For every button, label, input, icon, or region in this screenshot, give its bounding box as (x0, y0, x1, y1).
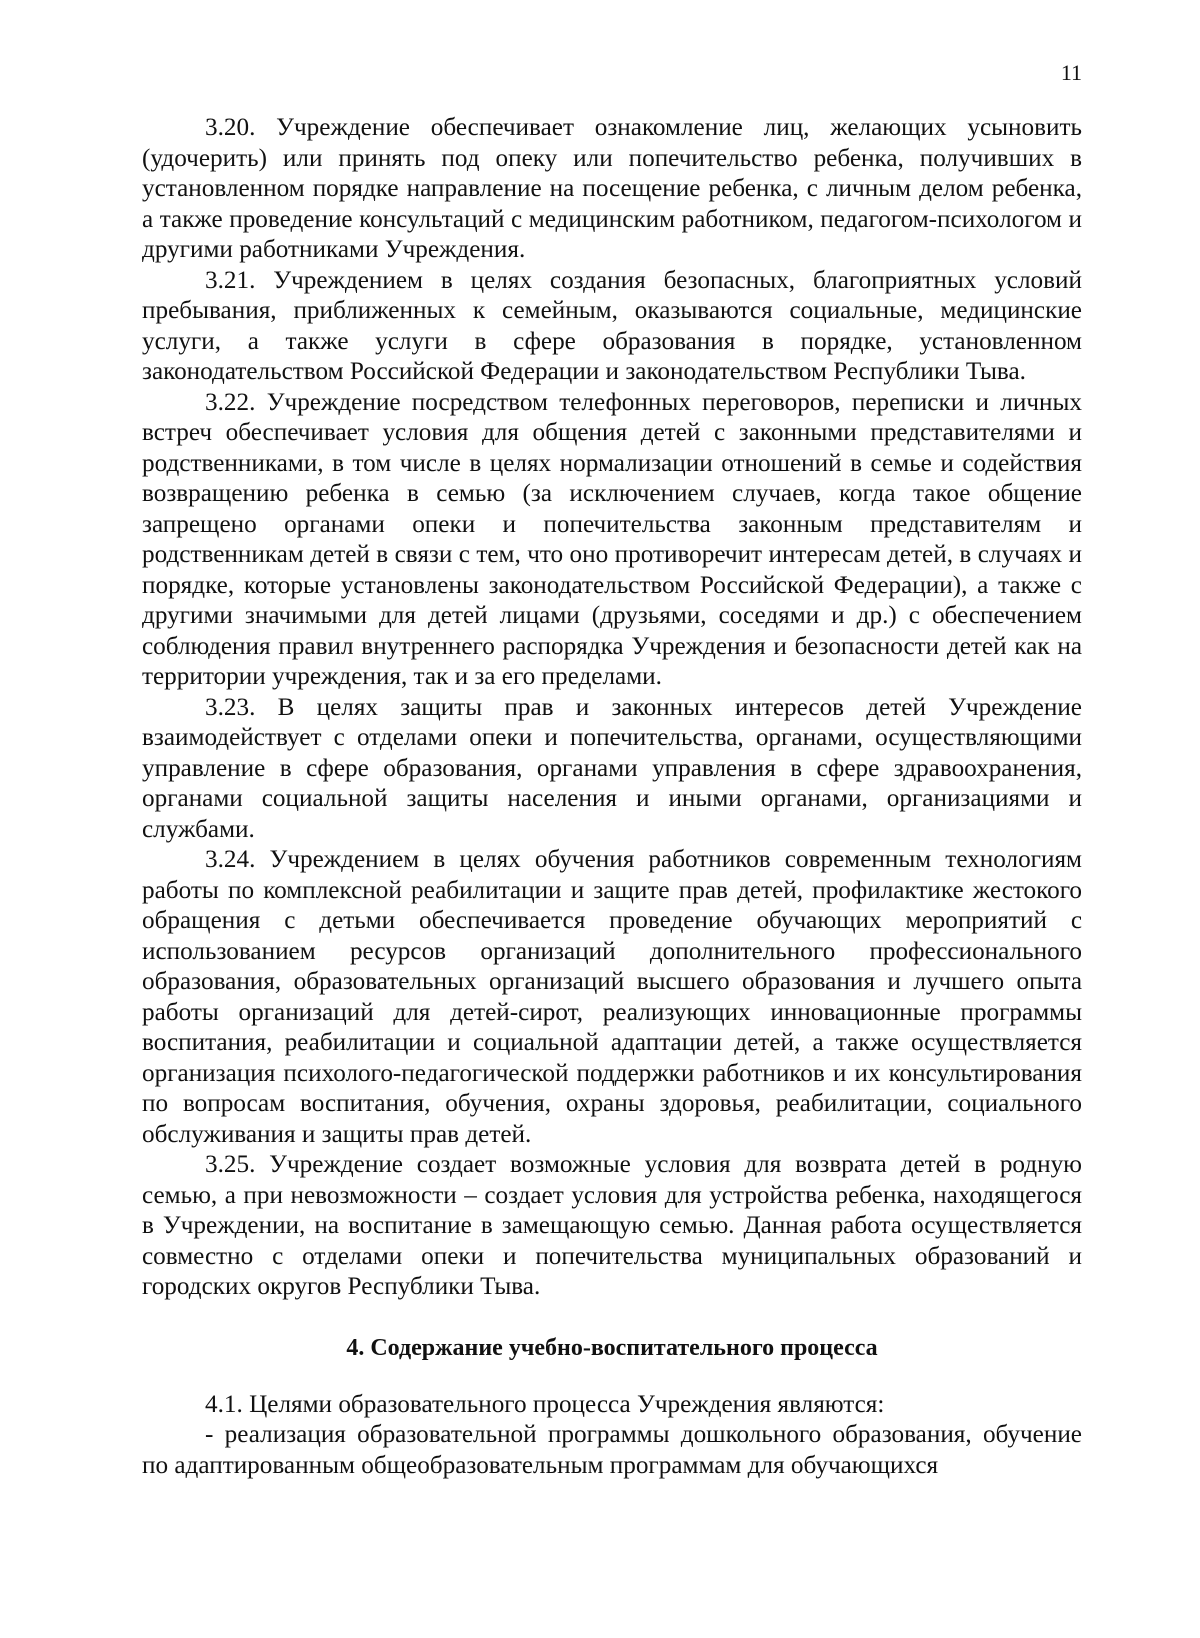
paragraph-4-1: 4.1. Целями образовательного процесса Учреждения являются: (205, 1390, 885, 1418)
document-body (142, 113, 1082, 1481)
list-item: - реализация образовательной программы дошкольного образования, обучение по адаптированным общеобразовательным программам для обучающихся (142, 1421, 1082, 1479)
section-heading: 4. Содержание учебно-воспитательного процесса (346, 1334, 878, 1361)
paragraph-3-20: 3.20. Учреждение обеспечивает ознакомление лиц, желающих усыновить (удочерить) или принять под опеку или попечительство ребенка, получивших в установленном порядке направление на посещение ребенка, с личным делом ребенка, а также проведение консультаций с медицинским работником, педагогом-психологом и другими работниками Учреждения. (142, 114, 1082, 263)
paragraph-3-24: 3.24. Учреждением в целях обучения работников современным технологиям работы по комплексной реабилитации и защите прав детей, профилактике жестокого обращения с детьми обеспечивается проведение обучающих мероприятий с использованием ресурсов организаций дополнительного профессионального образования, образовательных организаций высшего образования и лучшего опыта работы организаций для детей-сирот, реализующих инновационные программы воспитания, реабилитации и социальной адаптации детей, а также осуществляется организация психолого-педагогической поддержки работников и их консультирования по вопросам воспитания, обучения, охраны здоровья, реабилитации, социального обслуживания и защиты прав детей. (142, 846, 1082, 1148)
paragraph-3-25: 3.25. Учреждение создает возможные условия для возврата детей в родную семью, а при невозможности – создает условия для устройства ребенка, находящегося в Учреждении, на воспитание в замещающую семью. Данная работа осуществляется совместно с отделами опеки и попечительства муниципальных образований и городских округов Республики Тыва. (142, 1151, 1082, 1300)
paragraph-3-22: 3.22. Учреждение посредством телефонных переговоров, переписки и личных встреч обеспечивает условия для общения детей с законными представителями и родственниками, в том числе в целях нормализации отношений в семье и содействия возвращению ребенка в семью (за исключением случаев, когда такое общение запрещено органами опеки и попечительства законным представителям и родственникам детей в связи с тем, что оно противоречит интересам детей, в случаях и порядке, которые установлены законодательством Российской Федерации), а также с другими значимыми для детей лицами (друзьями, соседями и др.) с обеспечением соблюдения правил внутреннего распорядка Учреждения и безопасности детей как на территории учреждения, так и за его пределами. (142, 388, 1082, 690)
page-number: 11 (1060, 60, 1082, 85)
paragraph-3-23: 3.23. В целях защиты прав и законных интересов детей Учреждение взаимодействует с отделами опеки и попечительства, органами, осуществляющими управление в сфере образования, органами управления в сфере здравоохранения, органами социальной защиты населения и иными органами, организациями и службами. (142, 693, 1082, 843)
paragraph-3-21: 3.21. Учреждением в целях создания безопасных, благоприятных условий пребывания, приближенных к семейным, оказываются социальные, медицинские услуги, а также услуги в сфере образования в порядке, установленном законодательством Российской Федерации и законодательством Республики Тыва. (142, 266, 1082, 385)
